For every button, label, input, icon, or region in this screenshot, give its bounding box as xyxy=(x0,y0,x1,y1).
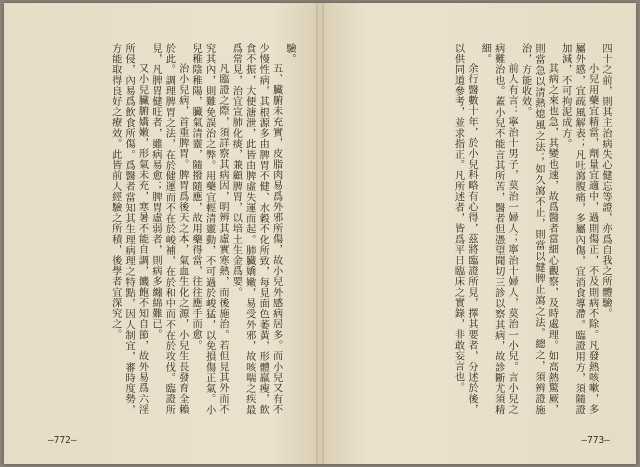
left-page-text xyxy=(30,43,296,415)
paragraph: 治小兒病，首重脾胃。脾胃爲後天之本，氣血生化之源，小兒生長發育全賴於此。調理脾胃之法，在於健運而不在於峻補，在於和中而不在於攻伐。臨證所見，凡脾胃健旺者，雖病易愈；脾胃虛弱者，則病多纏綿難已。 xyxy=(149,43,188,415)
paragraph: 余行醫數十年，於小兒科略有心得，茲將臨證所見，擇其要者，分述於後，以供同道參考，並求指正。凡所述者，皆爲平日臨床之實錄，非敢妄言也。 xyxy=(452,43,477,415)
book-spread xyxy=(4,3,636,464)
right-page-text xyxy=(346,43,612,415)
paragraph: 前人有言：寧治十男子，莫治一婦人；寧治十婦人，莫治一小兒。言小兒之病難治也。蓋小兒不能言其所苦，醫者但憑望聞切三診以察其病，故診斷尤須精細。 xyxy=(479,43,518,415)
paragraph: 驗。 xyxy=(284,43,295,65)
paragraph: 小兒用藥宜精當，劑量宜適中，過則傷正，不及則病不除。凡發熱咳嗽，多屬外感，宜疏風解表；凡吐瀉腹痛，多屬內傷，宜消食導滯。臨證用方，須隨證加減，不可拘泥成方。 xyxy=(559,43,598,415)
paragraph: 五、臟腑未充實，皮脂肉易爲外邪所傷，故小兒外感病居多。而小兒又有不少慢性病，其根源多由脾胃不健、水穀不化所致，每見面色萎黃，形體羸瘦，飲食不振，大便溏泄，此皆由脾虛失運而起。肺臟嬌嫩，易受外邪，故咳喘之疾最爲常見，治宜宣肺化痰，兼顧脾胃，以培土生金爲要。 xyxy=(230,43,282,415)
right-page xyxy=(320,3,636,464)
paragraph: 四十之前，則其主治病失心健忘等證，亦爲自我之所體驗。 xyxy=(600,43,611,319)
paragraph: 又小兒臟腑嬌嫩，形氣未充，寒暑不能自調，饑飽不知自節，故外易爲六淫所侵，內易爲飲食所傷。爲醫者當知其生理病理之特點，因人制宜，審時度勢，方能取得良好之療效。此皆前人經驗之所積，後學者宜深究之。 xyxy=(109,43,148,415)
book-gutter xyxy=(316,3,324,464)
page-number: —772— xyxy=(48,435,77,446)
page-number: —773— xyxy=(581,435,610,446)
paragraph: 凡臨證之際，須詳察其病因，明辨其虛實寒熱，而後施治。若但見其外而不究其內，則難免誤治之弊。用藥宜輕清靈動，不可過於峻猛，以免損傷正氣。小兒稚陰稚陽，臟氣清靈，隨撥隨應，故用藥得當，往往應手而愈。 xyxy=(190,43,228,415)
paragraph: 其病之來也急，其變也速，故爲醫者當細心觀察，及時處理。如高熱驚厥，則當急以清熱熄風之法；如久瀉不止，則當以健脾止瀉之法。總之，須辨證施治，方能收效。 xyxy=(519,43,558,415)
left-page xyxy=(4,3,320,464)
